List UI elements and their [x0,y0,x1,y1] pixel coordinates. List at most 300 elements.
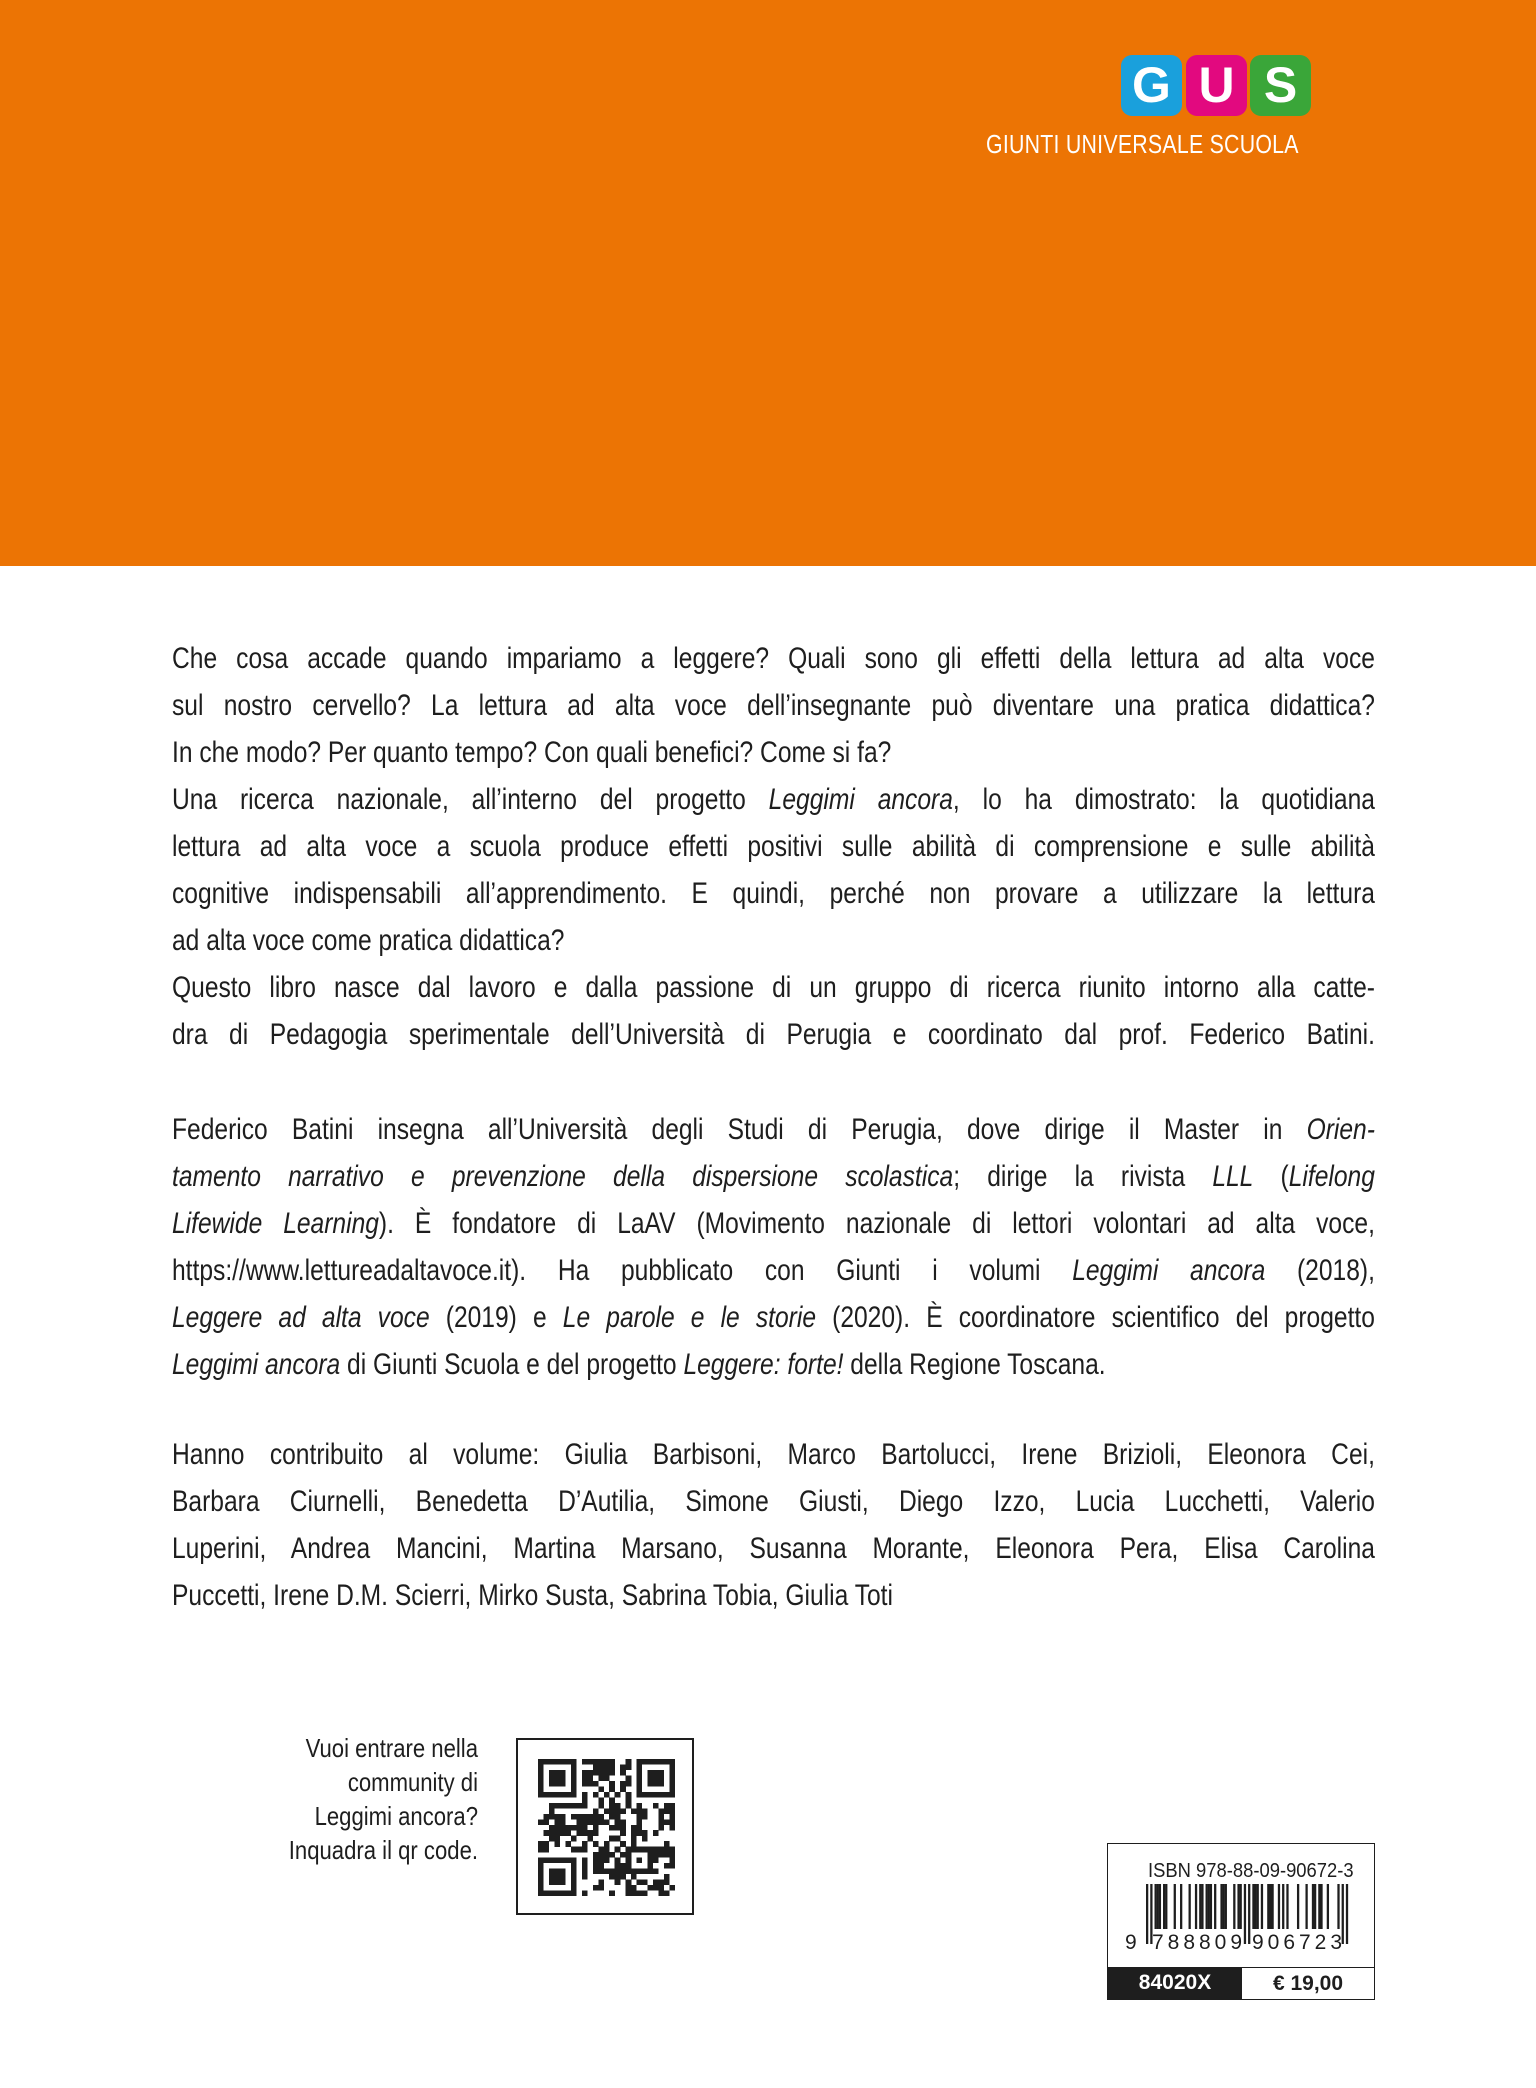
qr-module [609,1874,615,1880]
barcode-bar [1271,1884,1273,1929]
qr-module [615,1874,621,1880]
qr-module [620,1819,626,1825]
qr-module [648,1858,654,1864]
qr-module [593,1825,599,1831]
text-line [172,870,1375,917]
qr-module [593,1764,599,1770]
qr-module [637,1770,643,1776]
qr-module [615,1858,621,1864]
qr-module [549,1830,555,1836]
qr-module [648,1847,654,1853]
qr-module [648,1885,654,1891]
barcode-bar [1210,1884,1212,1929]
barcode-bar [1312,1884,1314,1929]
barcode-bar [1269,1884,1271,1929]
italic-title: Leggimi ancora [768,783,953,816]
qr-module [538,1775,544,1781]
qr-code-image[interactable] [538,1759,675,1896]
qr-module [571,1764,577,1770]
barcode-bar [1159,1884,1161,1929]
text-line [172,776,1375,823]
qr-module [609,1836,615,1842]
qr-module [549,1781,555,1787]
qr-module [659,1819,665,1825]
qr-module [664,1880,670,1886]
qr-module [620,1830,626,1836]
qr-module [631,1841,637,1847]
qr-module [642,1792,648,1798]
qr-module [631,1808,637,1814]
qr-module [554,1770,560,1776]
text-line [172,1572,1375,1619]
qr-module [571,1836,577,1842]
qr-module [538,1764,544,1770]
barcode-bar [1261,1884,1263,1929]
barcode-bar [1157,1884,1159,1929]
qr-module [587,1759,593,1765]
qr-module [593,1792,599,1798]
qr-module [653,1803,659,1809]
text-line [172,823,1375,870]
qr-module [538,1891,544,1896]
qr-module [565,1803,571,1809]
qr-module [637,1786,643,1792]
qr-module [637,1869,643,1875]
qr-module [554,1836,560,1842]
barcode-bar [1254,1884,1256,1929]
qr-module [659,1775,665,1781]
qr-module [593,1759,599,1765]
text-run: ; dirige la rivista [953,1160,1213,1193]
qr-module [653,1847,659,1853]
text-line [172,1200,1375,1247]
qr-module [543,1814,549,1820]
qr-module [587,1770,593,1776]
qr-module [653,1781,659,1787]
qr-module [631,1869,637,1875]
qr-module [642,1808,648,1814]
qr-module [587,1814,593,1820]
qr-module [593,1863,599,1869]
qr-module [637,1880,643,1886]
qr-module [653,1830,659,1836]
qr-module [642,1814,648,1820]
qr-module [571,1885,577,1891]
qr-module [560,1858,566,1864]
qr-module [626,1863,632,1869]
qr-module [593,1841,599,1847]
qr-module [637,1825,643,1831]
qr-module [554,1830,560,1836]
qr-module [598,1797,604,1803]
qr-module [664,1819,670,1825]
italic-title: Leggere ad alta voce [172,1301,430,1334]
qr-module [538,1880,544,1886]
qr-module [598,1885,604,1891]
qr-module [554,1825,560,1831]
text-line [172,1247,1375,1294]
qr-module [631,1874,637,1880]
qr-module [549,1858,555,1864]
qr-module [549,1825,555,1831]
qr-module [670,1825,675,1831]
barcode-bar [1237,1884,1239,1929]
barcode-bar [1206,1884,1208,1929]
qr-module [664,1874,670,1880]
qr-module [615,1819,621,1825]
qr-module [598,1880,604,1886]
italic-title: Lifewide Learning [172,1207,379,1240]
qr-module [604,1764,610,1770]
qr-module [659,1808,665,1814]
qr-module [615,1847,621,1853]
barcode-bar [1199,1884,1201,1929]
qr-module [582,1770,588,1776]
qr-module [615,1863,621,1869]
qr-module [620,1770,626,1776]
qr-module [637,1858,643,1864]
qr-module [620,1781,626,1787]
qr-module [648,1759,654,1765]
qr-module [571,1863,577,1869]
qr-module [631,1836,637,1842]
qr-module [587,1830,593,1836]
qr-module [631,1847,637,1853]
qr-module [587,1775,593,1781]
qr-module [582,1841,588,1847]
qr-module [637,1775,643,1781]
product-code: 84020X [1108,1967,1242,1999]
qr-module [582,1891,588,1896]
isbn-number: ISBN 978-88-09-90672-3 [1148,1860,1354,1882]
qr-module [543,1847,549,1853]
qr-module [571,1786,577,1792]
qr-module [631,1830,637,1836]
isbn-barcode-label [1107,1843,1375,2000]
qr-module [560,1770,566,1776]
qr-module [637,1792,643,1798]
qr-module [538,1874,544,1880]
qr-module [648,1869,654,1875]
qr-module [549,1814,555,1820]
qr-module [653,1880,659,1886]
qr-module [549,1874,555,1880]
text-line [172,635,1375,682]
text-run: Puccetti, Irene D.M. Scierri, Mirko Susta, Sabrina Tobia, Giulia Toti [172,1579,893,1612]
qr-module [626,1869,632,1875]
qr-module [538,1885,544,1891]
qr-module [637,1759,643,1765]
qr-module [604,1770,610,1776]
qr-module [543,1891,549,1896]
qr-module [615,1814,621,1820]
qr-module [554,1775,560,1781]
qr-module [582,1830,588,1836]
qr-module [538,1792,544,1798]
barcode-bar [1248,1884,1250,1944]
barcode-bar [1225,1884,1227,1929]
qr-module [598,1803,604,1809]
qr-module [637,1814,643,1820]
text-line [172,1106,1375,1153]
qr-module [642,1836,648,1842]
qr-module [653,1792,659,1798]
qr-module [582,1759,588,1765]
qr-module [560,1759,566,1765]
barcode-bar [1163,1884,1165,1929]
qr-module [626,1759,632,1765]
qr-module [615,1803,621,1809]
qr-module [642,1869,648,1875]
barcode-bar [1220,1884,1222,1929]
qr-module [598,1759,604,1765]
qr-module [664,1803,670,1809]
qr-module [587,1836,593,1842]
qr-module [560,1803,566,1809]
qr-module [648,1863,654,1869]
qr-module [571,1803,577,1809]
qr-module [560,1874,566,1880]
logo-letter-g: G [1121,55,1182,116]
barcode-bar [1346,1884,1348,1944]
barcode-bar [1267,1884,1269,1929]
qr-module [549,1792,555,1798]
qr-module [615,1792,621,1798]
qr-module [626,1797,632,1803]
qr-module [631,1891,637,1896]
text-run: Luperini, Andrea Mancini, Martina Marsano, Susanna Morante, Eleonora Pera, Elisa Carolina [172,1532,1375,1565]
text-line [172,682,1375,729]
qr-module [648,1775,654,1781]
qr-module [626,1858,632,1864]
qr-module [582,1781,588,1787]
qr-module [571,1814,577,1820]
barcode-bar [1195,1884,1197,1929]
qr-caption-line: Vuoi entrare nella [305,1733,478,1763]
text-run: ad alta voce come pratica didattica? [172,924,565,957]
publisher-name: GIUNTI UNIVERSALE SCUOLA [986,129,1299,159]
text-run: Hanno contribuito al volume: Giulia Barbisoni, Marco Bartolucci, Irene Brizioli, Eleonora Cei, [172,1438,1375,1471]
qr-module [648,1781,654,1787]
qr-module [642,1891,648,1896]
qr-module [598,1852,604,1858]
qr-module [598,1786,604,1792]
qr-module [576,1819,582,1825]
text-run: Una ricerca nazionale, all’interno del progetto [172,783,769,816]
qr-module [554,1781,560,1787]
qr-caption [150,1731,478,1867]
qr-module [571,1891,577,1896]
logo-letter-s: S [1250,55,1311,116]
qr-module [620,1869,626,1875]
qr-module [604,1841,610,1847]
qr-module [554,1759,560,1765]
qr-module [642,1847,648,1853]
qr-module [560,1830,566,1836]
text-run: Federico Batini insegna all’Università degli Studi di Perugia, dove dirige il Master in [172,1113,1307,1146]
text-line [172,1525,1375,1572]
barcode-bar [1305,1884,1307,1929]
qr-module [620,1852,626,1858]
qr-module [576,1814,582,1820]
barcode-digits-right: 906723 [1252,1931,1342,1954]
qr-module [582,1874,588,1880]
qr-module [571,1759,577,1765]
text-run: dra di Pedagogia sperimentale dell’Università di Perugia e coordinato dal prof. Federico Batini. [172,1018,1375,1051]
text-line [172,1341,1375,1388]
qr-module [615,1808,621,1814]
barcode-bar [1233,1884,1235,1929]
barcode-bar [1286,1884,1288,1929]
qr-module [609,1808,615,1814]
qr-module [598,1814,604,1820]
text-run: della Regione Toscana. [843,1348,1106,1381]
qr-module [593,1808,599,1814]
qr-module [620,1786,626,1792]
qr-module [554,1869,560,1875]
qr-module [549,1770,555,1776]
qr-module [604,1869,610,1875]
qr-module [565,1792,571,1798]
qr-module [560,1814,566,1820]
qr-module [554,1792,560,1798]
qr-module [620,1825,626,1831]
qr-module [648,1770,654,1776]
qr-module [582,1819,588,1825]
text-run: ). È fondatore di LaAV (Movimento nazionale di lettori volontari ad alta voce, [378,1207,1375,1240]
barcode-digit-first: 9 [1125,1931,1137,1954]
qr-module [615,1825,621,1831]
qr-module [642,1759,648,1765]
qr-module [593,1852,599,1858]
qr-module [659,1880,665,1886]
qr-module [571,1858,577,1864]
barcode-bar [1337,1884,1339,1929]
qr-module [659,1852,665,1858]
italic-title: Orien- [1306,1113,1375,1146]
qr-module [670,1803,675,1809]
qr-module [582,1775,588,1781]
text-run: (2019) e [429,1301,563,1334]
qr-module [609,1770,615,1776]
qr-module [620,1764,626,1770]
qr-module [593,1885,599,1891]
barcode-bar [1201,1884,1203,1929]
text-line [172,1431,1375,1478]
qr-module [576,1847,582,1853]
qr-module [609,1869,615,1875]
qr-module [637,1803,643,1809]
qr-module [582,1797,588,1803]
qr-module [664,1792,670,1798]
text-line [172,917,1375,964]
qr-module [560,1891,566,1896]
qr-module [609,1891,615,1896]
qr-module [549,1803,555,1809]
qr-module [670,1759,675,1765]
text-line [172,1011,1375,1058]
qr-module [642,1830,648,1836]
qr-module [587,1781,593,1787]
qr-module [659,1792,665,1798]
qr-module [604,1792,610,1798]
qr-module [549,1869,555,1875]
barcode-bar [1180,1884,1182,1929]
qr-module [538,1759,544,1765]
qr-module [598,1858,604,1864]
qr-module [659,1847,665,1853]
italic-title: Leggere: forte! [683,1348,844,1381]
qr-module [538,1819,544,1825]
barcode-bar [1165,1884,1167,1929]
italic-title: Lifelong [1288,1160,1375,1193]
qr-module [626,1781,632,1787]
qr-module [615,1869,621,1875]
qr-module [670,1863,675,1869]
qr-module [637,1781,643,1787]
qr-module [560,1775,566,1781]
qr-module [631,1885,637,1891]
italic-title: tamento narrativo e prevenzione della dispersione scolastica [172,1160,954,1193]
text-run: di Giunti Scuola e del progetto [340,1348,684,1381]
qr-module [609,1781,615,1787]
qr-module [609,1825,615,1831]
qr-module [560,1781,566,1787]
qr-module [582,1858,588,1864]
qr-module [609,1852,615,1858]
qr-module [576,1830,582,1836]
text-run: https://www.lettureadaltavoce.it). Ha pubblicato con Giunti i volumi [172,1254,1073,1287]
qr-module [604,1852,610,1858]
qr-caption-line: Inquadra il qr code. [288,1835,478,1865]
qr-module [549,1759,555,1765]
qr-module [664,1863,670,1869]
qr-module [587,1819,593,1825]
qr-module [664,1847,670,1853]
qr-module [571,1874,577,1880]
qr-module [571,1825,577,1831]
qr-module [664,1891,670,1896]
qr-module [609,1786,615,1792]
qr-module [593,1869,599,1875]
qr-module [554,1841,560,1847]
qr-module [659,1770,665,1776]
qr-module [582,1803,588,1809]
qr-module [565,1841,571,1847]
barcode-bar [1252,1884,1254,1929]
qr-module [554,1803,560,1809]
qr-module [582,1814,588,1820]
qr-module [598,1775,604,1781]
qr-module [582,1847,588,1853]
qr-module [604,1858,610,1864]
qr-module [576,1803,582,1809]
qr-module [554,1874,560,1880]
qr-module [598,1869,604,1875]
contributors-paragraph [172,1431,1375,1619]
qr-module [653,1775,659,1781]
qr-module [582,1869,588,1875]
qr-module [543,1830,549,1836]
italic-title: Le parole e le storie [562,1301,817,1334]
qr-module [593,1819,599,1825]
qr-module [582,1792,588,1798]
qr-module [609,1814,615,1820]
qr-module [659,1781,665,1787]
qr-module [604,1847,610,1853]
qr-module [549,1775,555,1781]
qr-module [543,1841,549,1847]
